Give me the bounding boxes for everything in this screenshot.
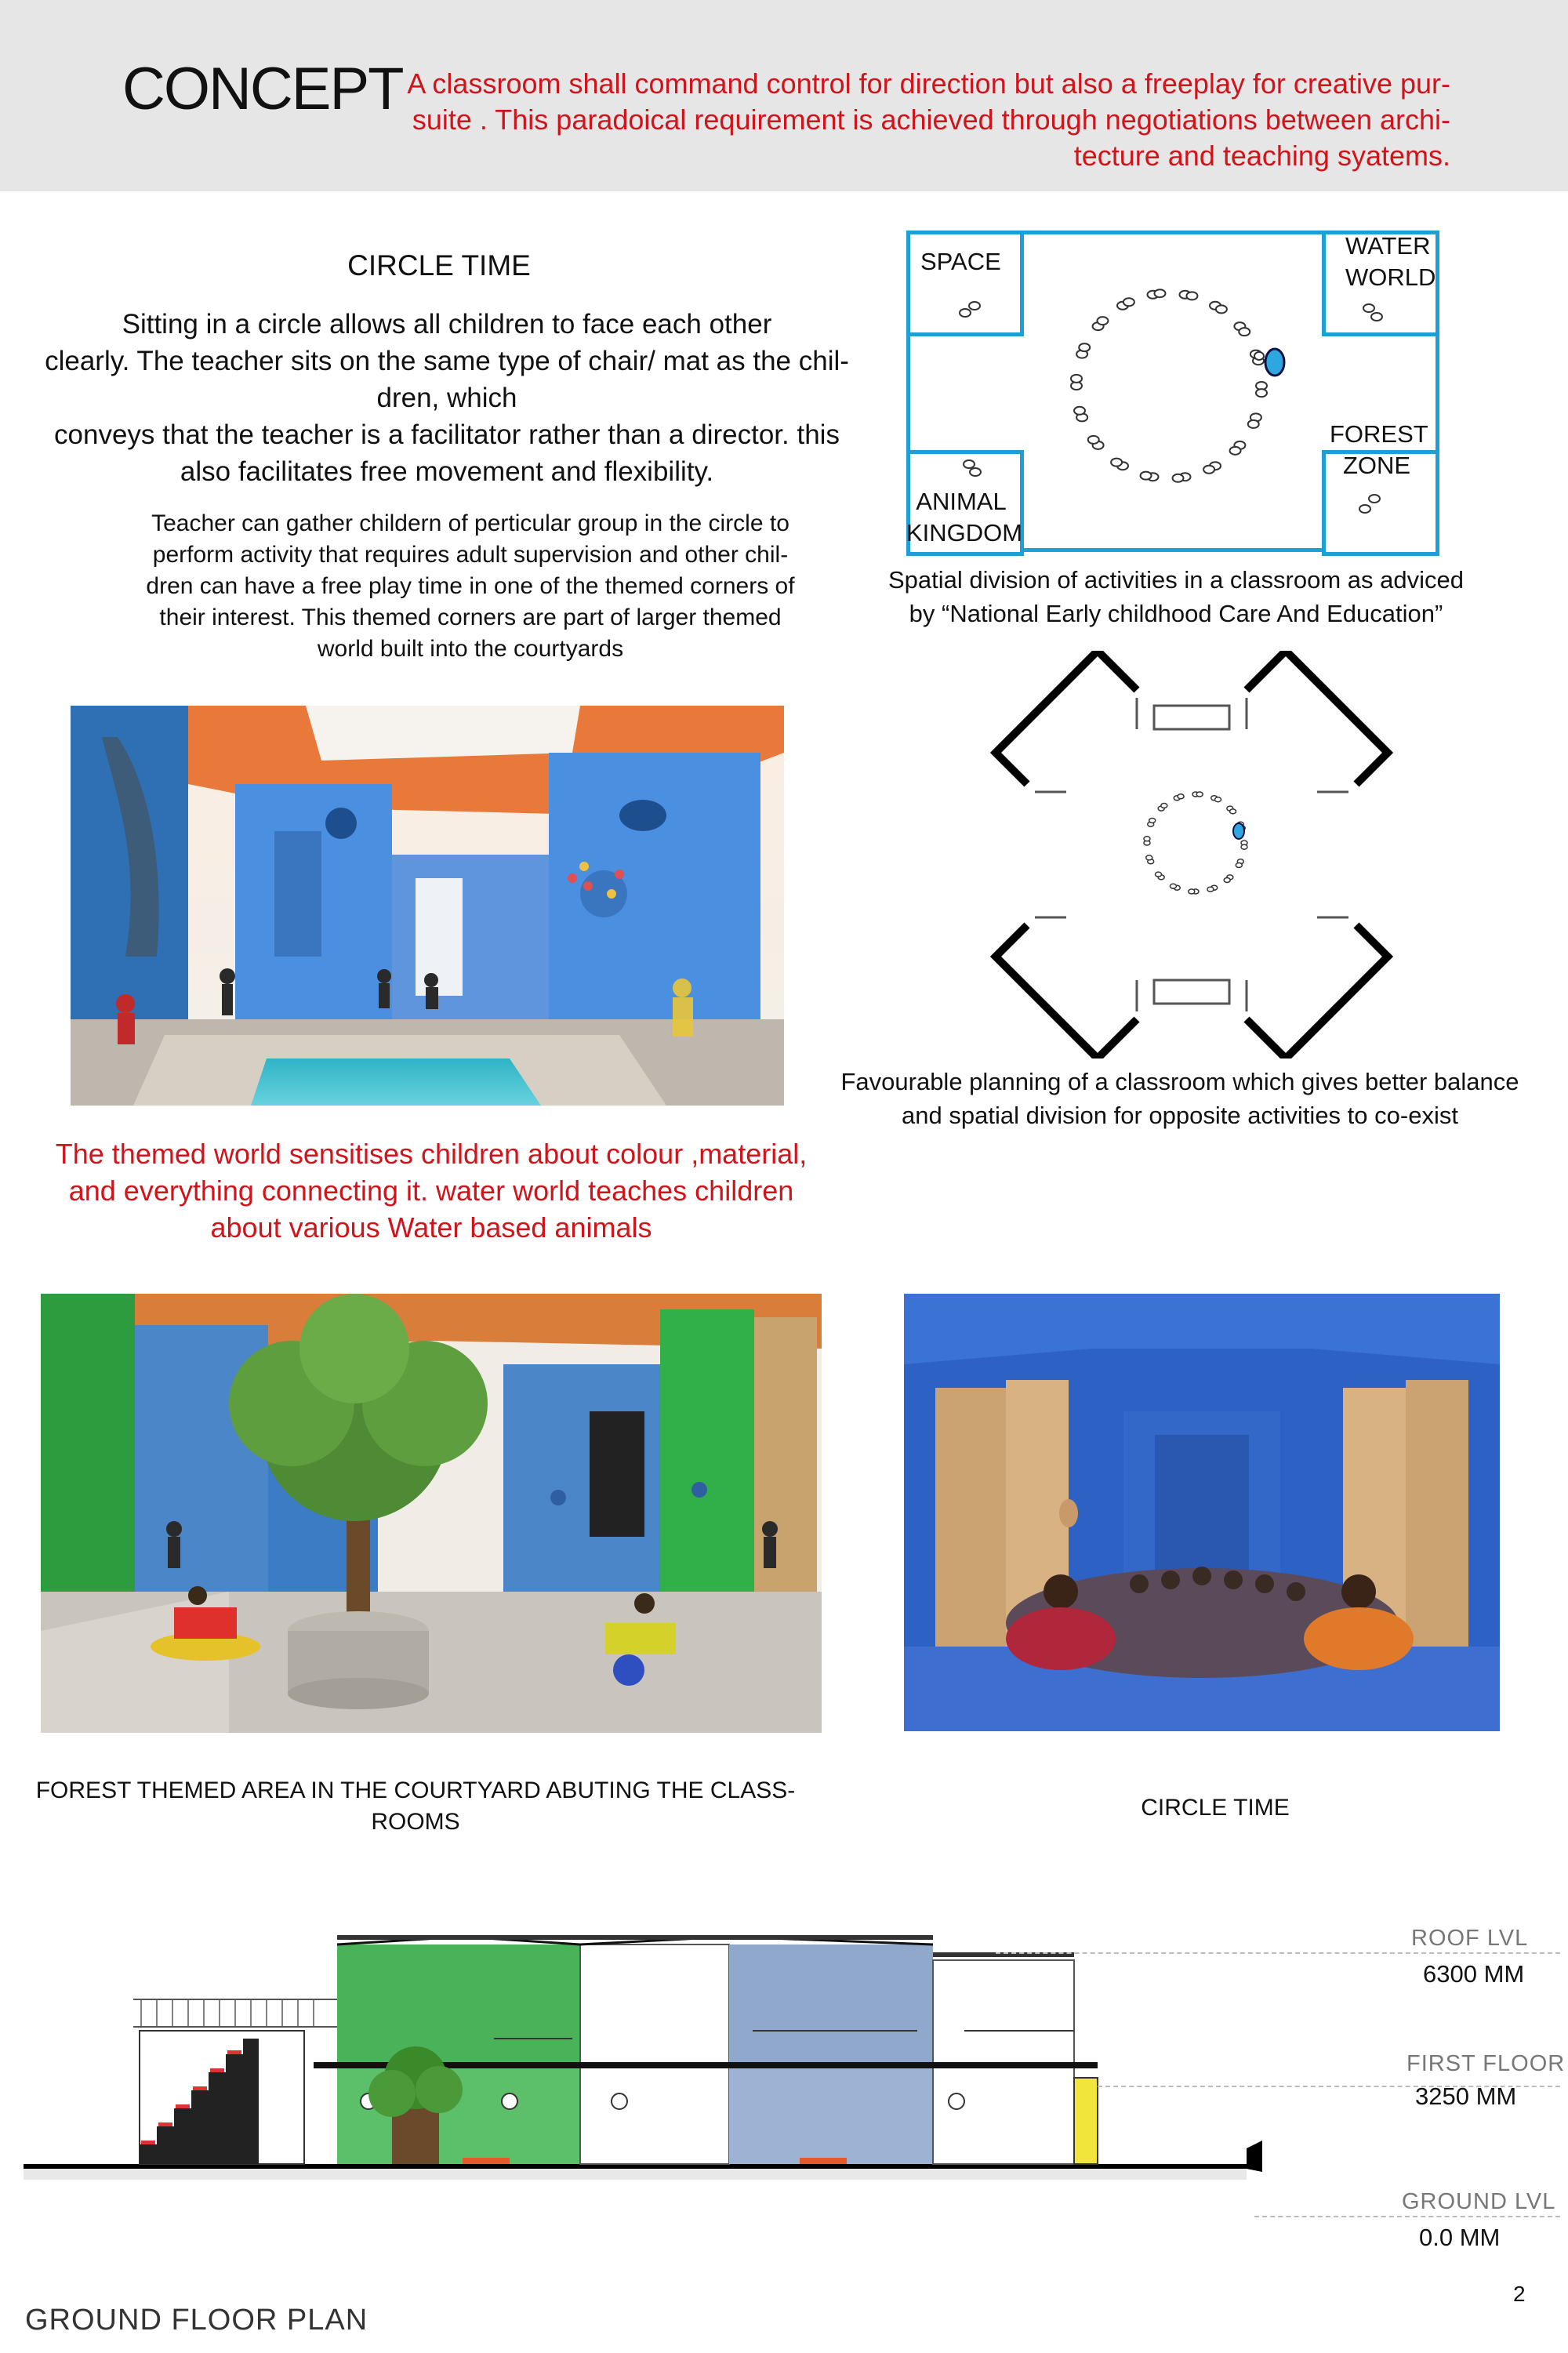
ground-level-value: 0.0 MM xyxy=(1419,2224,1501,2251)
roof-level-value: 6300 MM xyxy=(1423,1960,1525,1988)
child-seat-icon xyxy=(1256,389,1267,397)
child-seat-icon xyxy=(1144,837,1150,841)
child-seat-icon xyxy=(1155,872,1161,877)
child-seat-icon xyxy=(1149,818,1156,822)
paragraph-line: their interest. This themed corners are part of larger themed xyxy=(159,605,782,630)
circle-time-caption: CIRCLE TIME xyxy=(1141,1795,1290,1821)
circle-time-paragraph xyxy=(16,306,878,490)
child-seat-icon xyxy=(1071,375,1082,383)
child-seat-icon xyxy=(1079,343,1090,351)
zone-label-animal: ANIMAL KINGDOM xyxy=(906,488,1023,546)
water-world-render xyxy=(71,706,784,1106)
concept-line: suite . This paradoical requirement is achieved through negotiations between archi- xyxy=(412,103,1450,136)
teacher-seat-icon xyxy=(1233,823,1244,839)
child-seat-icon xyxy=(1178,794,1184,799)
child-seat-icon xyxy=(1074,407,1085,415)
child-seat-icon xyxy=(1189,889,1195,894)
forest-caption: FOREST THEMED AREA IN THE COURTYARD ABUTING THE CLASS- ROOMS xyxy=(35,1777,796,1835)
paragraph-line: perform activity that requires adult supervision and other chil- xyxy=(152,542,789,568)
child-seat-icon xyxy=(1236,863,1242,868)
forest-courtyard-render xyxy=(41,1294,822,1733)
child-seat-icon xyxy=(1173,474,1184,482)
first-floor-value: 3250 MM xyxy=(1415,2082,1517,2110)
paragraph-line: Teacher can gather childern of perticular group in the circle to xyxy=(151,510,789,536)
paragraph-line: conveys that the teacher is a facilitator rather than a director. this xyxy=(54,419,840,450)
ground-level-label: GROUND LVL xyxy=(1402,2189,1556,2214)
child-seat-icon xyxy=(1239,328,1250,336)
child-seat-icon xyxy=(1097,317,1108,325)
first-floor-label: FIRST FLOOR xyxy=(1406,2051,1566,2076)
child-seat-icon xyxy=(1154,289,1165,297)
child-seat-icon xyxy=(1203,466,1214,474)
child-seat-icon xyxy=(1216,305,1227,313)
water-world-caption: The themed world sensitises children about colour ,material, and everything connecting it. water world teaches children about various Water based animals xyxy=(55,1138,808,1244)
teacher-paragraph xyxy=(102,508,839,665)
section-title: CIRCLE TIME xyxy=(347,249,531,281)
drawing-title: GROUND FLOOR PLAN xyxy=(25,2304,368,2337)
plan-diagram-caption: Favourable planning of a classroom which gives better balance and spatial division for opposite activities to co-exist xyxy=(840,1068,1519,1129)
paragraph-line: world built into the courtyards xyxy=(317,636,624,662)
child-seat-icon xyxy=(1207,887,1214,891)
building-section-drawing xyxy=(24,1913,1262,2242)
zone-label-space: SPACE xyxy=(920,248,1001,275)
child-seat-icon xyxy=(1241,844,1247,849)
child-seat-icon xyxy=(1141,472,1152,480)
seating-circle-diagram xyxy=(906,231,1439,552)
zone-label-forest: FOREST ZONE xyxy=(1330,420,1428,479)
child-seat-icon xyxy=(1230,809,1236,814)
concept-line: tecture and teaching syatems. xyxy=(1073,140,1450,172)
zone-diagram xyxy=(906,231,1439,552)
child-seat-icon xyxy=(1111,459,1122,467)
child-seat-icon xyxy=(1224,878,1230,883)
zone-label-water-world: WATER WORLD xyxy=(1345,232,1436,291)
concept-line: A classroom shall command control for direction but also a freeplay for creative pur- xyxy=(407,67,1450,100)
child-seat-icon xyxy=(1248,420,1259,428)
roof-level-line xyxy=(996,1952,1560,1954)
classroom-plan-diagram xyxy=(980,651,1403,1058)
ground-level-line xyxy=(1254,2216,1560,2217)
child-seat-icon xyxy=(1146,855,1152,860)
paragraph-line: also facilitates free movement and flexibility. xyxy=(180,456,714,487)
circle-time-photo xyxy=(904,1294,1500,1731)
concept-statement xyxy=(376,66,1450,174)
page-title: CONCEPT xyxy=(122,56,403,122)
paragraph-line: Sitting in a circle allows all children to face each other xyxy=(122,309,772,340)
child-seat-icon xyxy=(1215,797,1221,802)
child-seat-icon xyxy=(1186,292,1197,300)
child-seat-icon xyxy=(1196,792,1203,797)
page-number: 2 xyxy=(1513,2282,1526,2306)
roof-level-label: ROOF LVL xyxy=(1411,1926,1529,1951)
child-seat-icon xyxy=(1161,803,1167,808)
child-seat-icon xyxy=(1088,436,1099,444)
child-seat-icon xyxy=(1230,447,1241,455)
paragraph-line: dren can have a free play time in one of the themed corners of xyxy=(146,573,795,599)
zone-diagram-caption: Spatial division of activities in a classroom as adviced by “National Early childhood Care And Education” xyxy=(887,566,1464,627)
paragraph-line: clearly. The teacher sits on the same type of chair/ mat as the chil- xyxy=(45,346,849,376)
child-seat-icon xyxy=(1123,298,1134,306)
paragraph-line: dren, which xyxy=(376,383,517,413)
child-seat-icon xyxy=(1170,884,1176,888)
